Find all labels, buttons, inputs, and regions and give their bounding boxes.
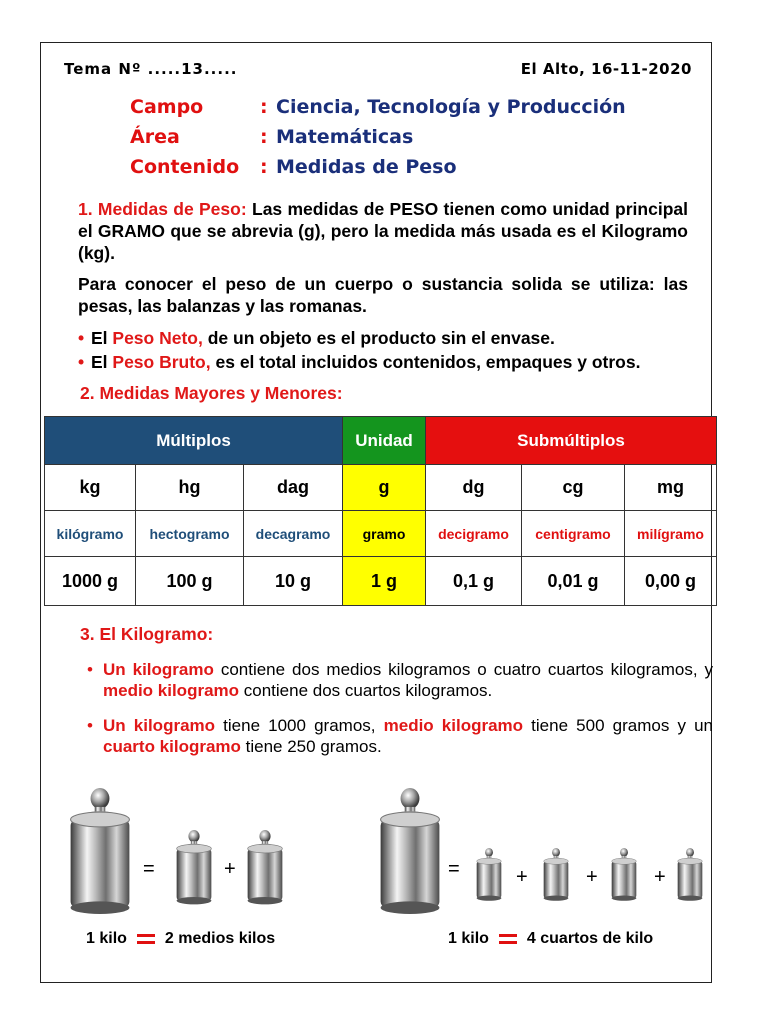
bullet-pre: El [91,352,113,372]
term-un-kilogramo: Un kilogramo [103,716,216,735]
symbol-cell: mg [625,465,717,511]
plus-sign: + [586,866,598,888]
plus-sign: + [654,866,666,888]
section1-paragraph-2: Para conocer el peso de un cuerpo o sustancia solida se utiliza: las pesas, las balanzas y las romanas. [78,274,688,316]
bullet-post: de un objeto es el producto sin el envase. [202,328,555,348]
value-cell: 0,01 g [522,557,625,606]
name-cell: centigramo [522,511,625,557]
kilo-weight-icon [381,788,440,914]
left-caption [86,930,275,948]
values-row [45,557,717,606]
text-fragment: contiene dos cuartos kilogramos. [239,681,493,700]
equivalence-icon [137,934,155,944]
symbol-cell: dg [426,465,522,511]
campo-value: Ciencia, Tecnología y Producción [276,96,626,118]
caption-1-kilo: 1 kilo [448,930,489,947]
section1-paragraph [78,198,688,264]
term-un-kilogramo: Un kilogramo [103,660,214,679]
name-cell: milígramo [625,511,717,557]
bullet-peso-bruto: • El Peso Bruto, es el total incluidos contenidos, empaques y otros. [78,352,641,372]
symbol-cell: hg [136,465,244,511]
tema-label: Tema Nº .....13..... [64,60,238,78]
section1-title: 1. Medidas de Peso: [78,199,247,219]
medio-kilo-weight-icon [177,830,212,904]
weights-illustration [0,770,768,920]
bullet-post: es el total incluidos contenidos, empaques y otros. [210,352,641,372]
peso-bruto-term: Peso Bruto, [112,352,211,372]
colon: : [260,156,268,178]
area-value: Matemáticas [276,126,414,148]
name-cell: kilógramo [45,511,136,557]
name-cell: decagramo [244,511,343,557]
text-fragment: tiene 1000 gramos, [215,716,384,735]
bullet-dot: • [87,660,93,679]
campo-label: Campo [130,96,204,118]
section3-title: 3. El Kilogramo: [80,624,214,644]
symbol-cell: kg [45,465,136,511]
symbol-cell: g [343,465,426,511]
medio-kilo-weight-icon [248,830,283,904]
value-cell: 0,00 g [625,557,717,606]
names-row [45,511,717,557]
symbol-cell: dag [244,465,343,511]
bullet-peso-neto: • El Peso Neto, de un objeto es el producto sin el envase. [78,328,555,348]
name-cell: hectogramo [136,511,244,557]
header-multiplos: Múltiplos [45,417,343,465]
text-fragment: tiene 500 gramos y un [523,716,714,735]
caption-cuartos: 4 cuartos de kilo [526,930,654,947]
term-cuarto-kilogramo: cuarto kilogramo [103,737,241,756]
equivalence-icon [499,934,517,944]
term-medio-kilogramo: medio kilogramo [383,716,524,735]
place-date: El Alto, 16-11-2020 [520,60,692,78]
cuarto-kilo-weight-icon [544,848,569,901]
area-row [130,126,690,154]
contenido-value: Medidas de Peso [276,156,457,178]
right-caption [448,930,653,948]
area-label: Área [130,126,180,148]
kilo-weight-icon [71,788,130,914]
bullet-dot: • [87,716,93,735]
plus-sign: + [224,858,236,880]
section1-text: Las medidas de PESO tienen como unidad principal el GRAMO que se abrevia (g), pero la medida más usada es el Kilogramo (kg). [78,199,688,263]
header-unidad: Unidad [343,417,426,465]
contenido-row [130,156,690,184]
peso-neto-term: Peso Neto, [112,328,203,348]
equals-sign: = [143,858,155,880]
plus-sign: + [516,866,528,888]
cuarto-kilo-weight-icon [678,848,703,901]
symbols-row [45,465,717,511]
section2-title: 2. Medidas Mayores y Menores: [80,383,343,403]
value-cell: 1000 g [45,557,136,606]
campo-row [130,96,690,124]
value-cell: 1 g [343,557,426,606]
cuarto-kilo-weight-icon [612,848,637,901]
value-cell: 10 g [244,557,343,606]
kilogramo-bullet-2 [87,715,714,757]
name-cell: gramo [343,511,426,557]
term-medio-kilogramo: medio kilogramo [103,681,240,700]
units-table [44,416,717,606]
text-fragment: tiene 250 gramos. [240,737,382,756]
symbol-cell: cg [522,465,625,511]
colon: : [260,96,268,118]
header-submultiplos: Submúltiplos [426,417,717,465]
value-cell: 0,1 g [426,557,522,606]
text-fragment: contiene dos medios kilogramos o cuatro cuartos kilogramos, y [213,660,713,679]
colon: : [260,126,268,148]
bullet-pre: El [91,328,113,348]
equals-sign: = [448,858,460,880]
kilogramo-bullet-1 [87,659,713,701]
cuarto-kilo-weight-icon [477,848,502,901]
value-cell: 100 g [136,557,244,606]
caption-1-kilo: 1 kilo [86,930,127,947]
caption-medios: 2 medios kilos [164,930,276,947]
name-cell: decigramo [426,511,522,557]
contenido-label: Contenido [130,156,240,178]
